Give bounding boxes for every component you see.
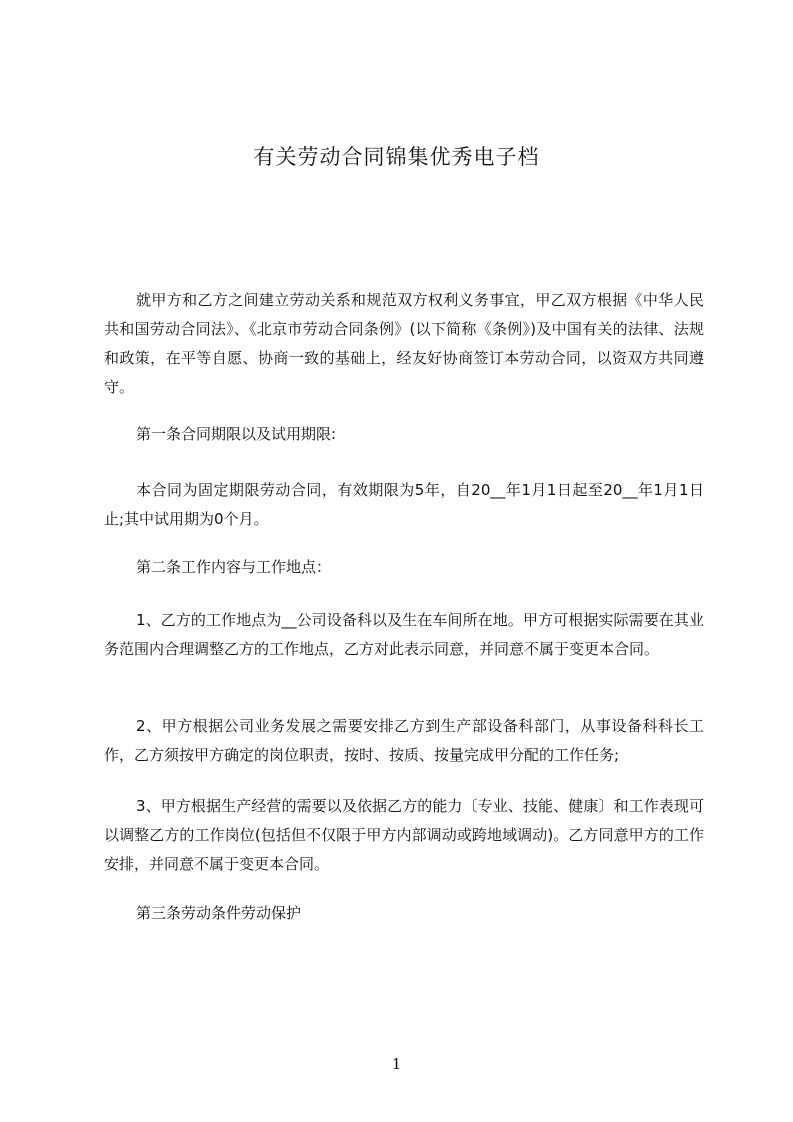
intro-paragraph: 就甲方和乙方之间建立劳动关系和规范双方权利义务事宜，甲乙双方根据《中华人民共和国劳动合同法》、《北京市劳动合同条例》(以下简称《条例》)及中国有关的法律、法规和政策，在平等自愿、协商一致的基础上，经友好协商签订本劳动合同，以资双方共同遵守。: [104, 291, 704, 396]
article-2-item-2: 2、甲方根据公司业务发展之需要安排乙方到生产部设备科部门，从事设备科科长工作，乙方须按甲方确定的岗位职责，按时、按质、按量完成甲分配的工作任务;: [104, 717, 704, 764]
article-3-heading: 第三条劳动条件劳动保护: [136, 904, 302, 922]
document-title: 有关劳动合同锦集优秀电子档: [253, 145, 540, 169]
article-1-paragraph: 本合同为固定期限劳动合同，有效期限为5年，自20__年1月1日起至20__年1月1日止;其中试用期为0个月。: [104, 481, 704, 528]
page-number: 1: [391, 1055, 402, 1073]
article-2-item-1: 1、乙方的工作地点为__公司设备科以及生在车间所在地。甲方可根据实际需要在其业务范围内合理调整乙方的工作地点，乙方对此表示同意，并同意不属于变更本合同。: [104, 611, 704, 658]
article-2-heading: 第二条工作内容与工作地点：: [136, 558, 332, 576]
article-2-item-3: 3、甲方根据生产经营的需要以及依据乙方的能力〔专业、技能、健康〕和工作表现可以调整乙方的工作岗位(包括但不仅限于甲方内部调动或跨地域调动)。乙方同意甲方的工作安排，并同意不属于变更本合同。: [104, 797, 704, 873]
article-1-heading: 第一条合同期限以及试用期限:: [136, 425, 337, 443]
